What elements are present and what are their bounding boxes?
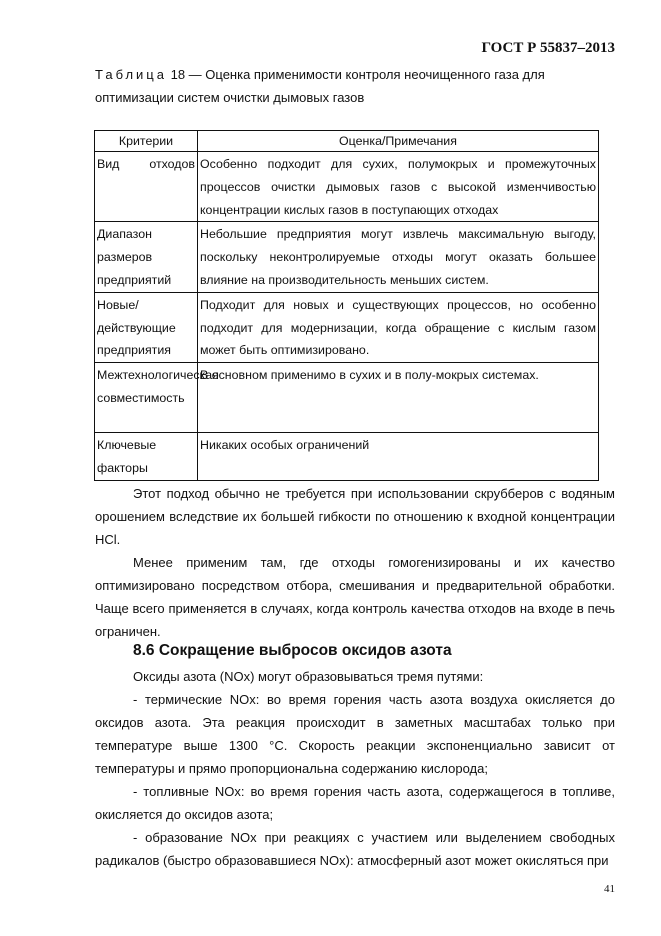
body-text-lower xyxy=(95,665,615,872)
table-row xyxy=(95,152,599,222)
body-text-upper xyxy=(95,482,615,643)
column-header-criteria: Критерии xyxy=(95,131,198,152)
table-header-row xyxy=(95,131,599,152)
criterion-cell: Новые/действующие предприятия xyxy=(95,292,198,362)
note-cell: В основном применимо в сухих и в полу-мокрых системах. xyxy=(198,363,599,433)
section-heading: 8.6 Сокращение выбросов оксидов азота xyxy=(133,642,452,659)
list-item: - термические NOx: во время горения часть азота воздуха окисляется до оксидов азота. Эта реакция происходит в заметных масштабах только при температуре выше 1300 °С. Скорость реакции экспоненциально зависит от температуры и прямо пропорциональна содержанию кислорода; xyxy=(95,692,615,776)
list-item: - топливные NOx: во время горения часть азота, содержащегося в топливе, окисляется до оксидов азота; xyxy=(95,784,615,822)
table-row xyxy=(95,433,599,481)
table-row xyxy=(95,363,599,433)
criterion-cell: Ключевые факторы xyxy=(95,433,198,481)
criterion-cell: Вид отходов xyxy=(95,152,198,222)
table-row xyxy=(95,222,599,292)
paragraph: Оксиды азота (NOx) могут образовываться тремя путями: xyxy=(133,669,484,684)
note-cell: Подходит для новых и существующих процессов, но особенно подходит для модернизации, когда обращение с кислым газом может быть оптимизировано. xyxy=(198,292,599,362)
assessment-table xyxy=(94,130,599,481)
criterion-cell: Диапазон размеров предприятий xyxy=(95,222,198,292)
table-caption-label: Таблица xyxy=(95,67,167,82)
table-caption xyxy=(95,63,599,109)
paragraph: Менее применим там, где отходы гомогенизированы и их качество оптимизировано посредством отбора, смешивания и предварительной обработки. Чаще всего применяется в случаях, когда контроль качества отходов на входе в печь ограничен. xyxy=(95,555,615,639)
list-item: - образование NOx при реакциях с участием или выделением свободных радикалов (быстро образовавшиеся NOx): атмосферный азот может окисляться при xyxy=(95,830,615,868)
note-cell: Особенно подходит для сухих, полумокрых и промежуточных процессов очистки дымовых газов с высокой изменчивостью концентрации кислых газов в поступающих отходах xyxy=(198,152,599,222)
criterion-cell: Межтехнологическая совместимость xyxy=(95,363,198,433)
table-caption-text: 18 — Оценка применимости контроля неочищенного газа для оптимизации систем очистки дымовых газов xyxy=(95,67,545,105)
note-cell: Небольшие предприятия могут извлечь максимальную выгоду, поскольку неконтролируемые отходы могут оказать большее влияние на производительность меньших систем. xyxy=(198,222,599,292)
note-cell: Никаких особых ограничений xyxy=(198,433,599,481)
table-row xyxy=(95,292,599,362)
standard-designation: ГОСТ Р 55837–2013 xyxy=(481,40,615,56)
column-header-notes: Оценка/Примечания xyxy=(198,131,599,152)
page-number: 41 xyxy=(604,883,615,895)
paragraph: Этот подход обычно не требуется при использовании скрубберов с водяным орошением вследствие их большей гибкости по отношению к входной концентрации HCl. xyxy=(95,486,615,547)
